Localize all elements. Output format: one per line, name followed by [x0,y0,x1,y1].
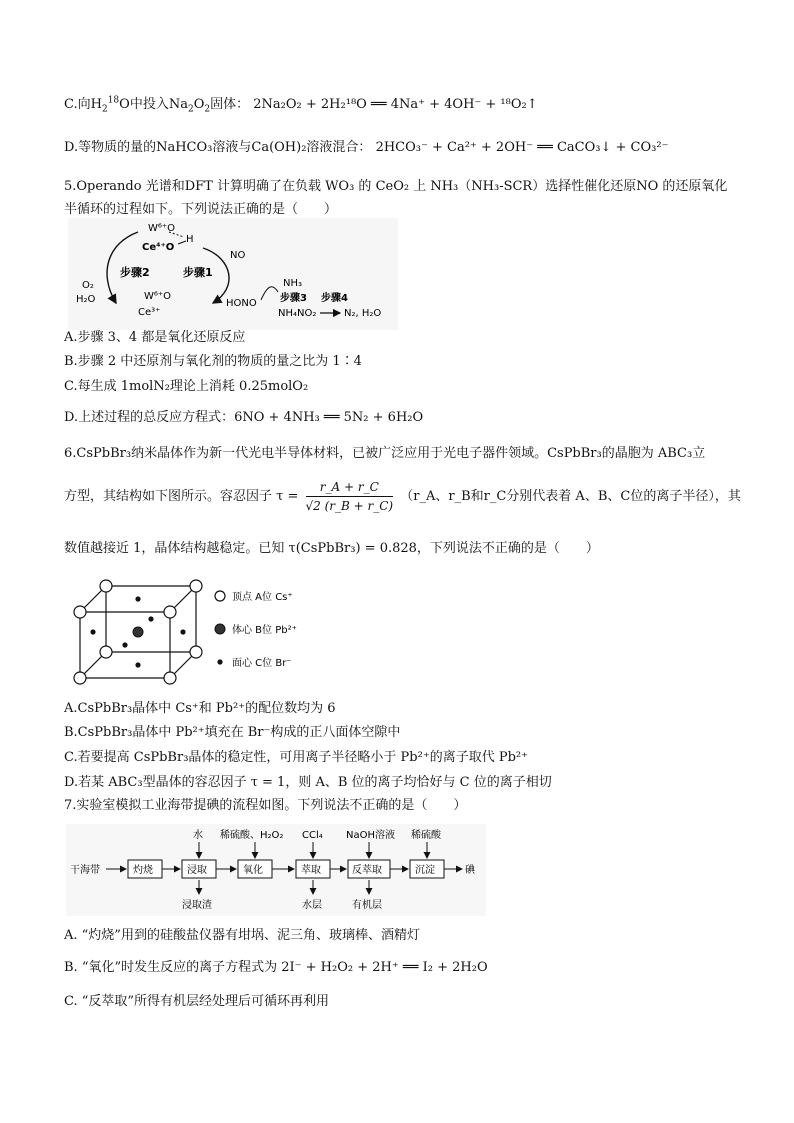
q5-label-step2: 步骤2 [120,266,150,279]
q7-output-residue: 浸取渣 [182,900,212,911]
q7-flow-start: 干海带 [70,865,100,876]
q5-label-w6o: W⁶⁺O [144,291,172,302]
q4-option-c-mid2: 固体： [210,97,250,112]
q5-label-step4: 步骤4 [321,293,348,304]
q6-legend-b: 体心 B位 Pb²⁺ [232,625,297,636]
q6-option-c: C.若要提高 CsPbBr₃晶体的稳定性，可用离子半径略小于 Pb²⁺的离子取代 Pb²⁺ [64,750,528,765]
q5-stem-line1: 5.Operando 光谱和DFT 计算明确了在负载 WO₃ 的 CeO₂ 上 NH₃（NH₃-SCR）选择性催化还原NO 的还原氧化 [64,179,728,194]
q7-box-back-extract: 反萃取 [352,865,382,876]
q6-stem-line2-suffix: （r_A、r_B和r_C分别代表着 A、B、C位的离子半径），其 [400,489,741,504]
q7-box-burn: 灼烧 [133,865,153,876]
q6-stem-line1: 6.CsPbBr₃纳米晶体作为新一代光电半导体材料，已被广泛应用于光电子器件领域。CsPbBr₃的晶胞为 ABC₃立 [64,446,706,461]
q5-option-b: B.步骤 2 中还原剂与氧化剂的物质的量之比为 1∶4 [64,354,362,369]
q7-reagent-water: 水 [193,830,203,841]
q5-option-c: C.每生成 1molN₂理论上消耗 0.25molO₂ [64,379,309,394]
q7-reagent-ccl4: CCl₄ [302,830,323,841]
q7-flowchart [66,824,486,916]
q6-legend-b-marker [215,624,225,634]
q5-label-products: N₂, H₂O [344,308,382,319]
q5-label-step3: 步骤3 [280,293,307,304]
q6-stem-line2 [64,478,741,515]
q7-option-a: A. “灼烧”用到的硅酸盐仪器有坩埚、泥三角、玻璃棒、酒精灯 [64,928,420,943]
q7-option-c: C. “反萃取”所得有机层经处理后可循环再利用 [64,994,330,1009]
q6-legend-c-marker [217,659,222,664]
q4-option-d [64,139,668,157]
q7-box-precipitate: 沉淀 [415,865,435,876]
q7-output-organic-layer: 有机层 [352,900,382,911]
q5-stem-line2: 半循环的过程如下。下列说法正确的是（ ） [64,202,338,217]
q5-label-ce3: Ce³⁺ [138,307,161,318]
q7-stem: 7.实验室模拟工业海带提碘的流程如图。下列说法不正确的是（ ） [64,798,467,813]
q5-label-h: H [186,234,194,245]
q5-redox-cycle-diagram [68,218,398,330]
q5-label-hono: HONO [226,298,257,309]
q6-option-a: A.CsPbBr₃晶体中 Cs⁺和 Pb²⁺的配位数均为 6 [64,701,336,716]
q7-box-oxidize: 氧化 [243,865,263,876]
q6-fraction-denominator: √2 (r_B + r_C) [305,499,394,513]
q7-option-b: B. “氧化”时发生反应的离子方程式为 2I⁻ + H₂O₂ + 2H⁺ ══ I₂ + 2H₂O [64,960,488,975]
q6-tolerance-fraction [306,478,394,515]
q7-box-leach: 浸取 [187,865,207,876]
q5-option-d: D.上述过程的总反应方程式：6NO + 4NH₃ ══ 5N₂ + 6H₂O [64,410,424,425]
q4-option-d-equation: 2HCO₃⁻ + Ca²⁺ + 2OH⁻ ══ CaCO₃↓ + CO₃²⁻ [375,140,669,155]
q5-label-nh4no2: NH₄NO₂ [278,308,317,319]
q6-option-d: D.若某 ABC₃型晶体的容忍因子 τ = 1，则 A、B 位的离子均恰好与 C 位的离子相切 [64,775,552,790]
q4-option-d-prefix: D.等物质的量的NaHCO₃溶液与Ca(OH)₂溶液混合： [64,140,372,155]
q7-output-water-layer: 水层 [302,900,322,911]
q7-reagent-acid-h2o2: 稀硫酸、H₂O₂ [220,830,284,841]
q6-stem-line2-prefix: 方型，其结构如下图所示。容忍因子 τ = [64,489,299,504]
q6-legend-a: 顶点 A位 Cs⁺ [232,592,293,603]
q7-box-extract: 萃取 [301,865,321,876]
q6-stem-line3: 数值越接近 1，晶体结构越稳定。已知 τ(CsPbBr₃) = 0.828，下列说法不正确的是（ ） [64,541,599,556]
q4-option-c-mid1: 中投入 [129,97,169,112]
q5-label-w6o-h: W⁶⁺O [148,223,176,234]
q6-crystal-cell-diagram [70,574,340,694]
q6-legend-a-marker [215,591,225,601]
q7-reagent-naoh: NaOH溶液 [346,830,395,841]
q6-body-center-ion [133,627,143,637]
q5-label-o2: O₂ [82,280,94,291]
q5-label-h2o: H₂O [76,294,96,305]
q6-fraction-numerator: r_A + r_C [306,478,394,497]
q5-label-step1: 步骤1 [183,266,213,279]
q5-label-nh3: NH₃ [283,278,303,289]
q4-option-c: C.向$H_2^{18}O$中投入$Na_2O_2$固体： 2Na₂O₂ + 2H₂¹⁸O ══ 4Na⁺ + 4OH⁻ + ¹⁸O₂↑ [64,95,538,115]
q7-flow-end: 碘 [465,865,475,876]
q6-option-b: B.CsPbBr₃晶体中 Pb²⁺填充在 Br⁻构成的正八面体空隙中 [64,725,401,740]
q4-option-c-equation: 2Na₂O₂ + 2H₂¹⁸O ══ 4Na⁺ + 4OH⁻ + ¹⁸O₂↑ [253,97,538,112]
q6-legend-c: 面心 C位 Br⁻ [232,658,292,669]
q4-option-c-prefix: C.向 [64,97,91,112]
q5-option-a: A.步骤 3、4 都是氧化还原反应 [64,330,246,345]
q5-label-ce4o: Ce⁴⁺O [142,242,175,253]
q7-reagent-acid: 稀硫酸 [411,830,441,841]
q5-label-no: NO [230,250,246,261]
